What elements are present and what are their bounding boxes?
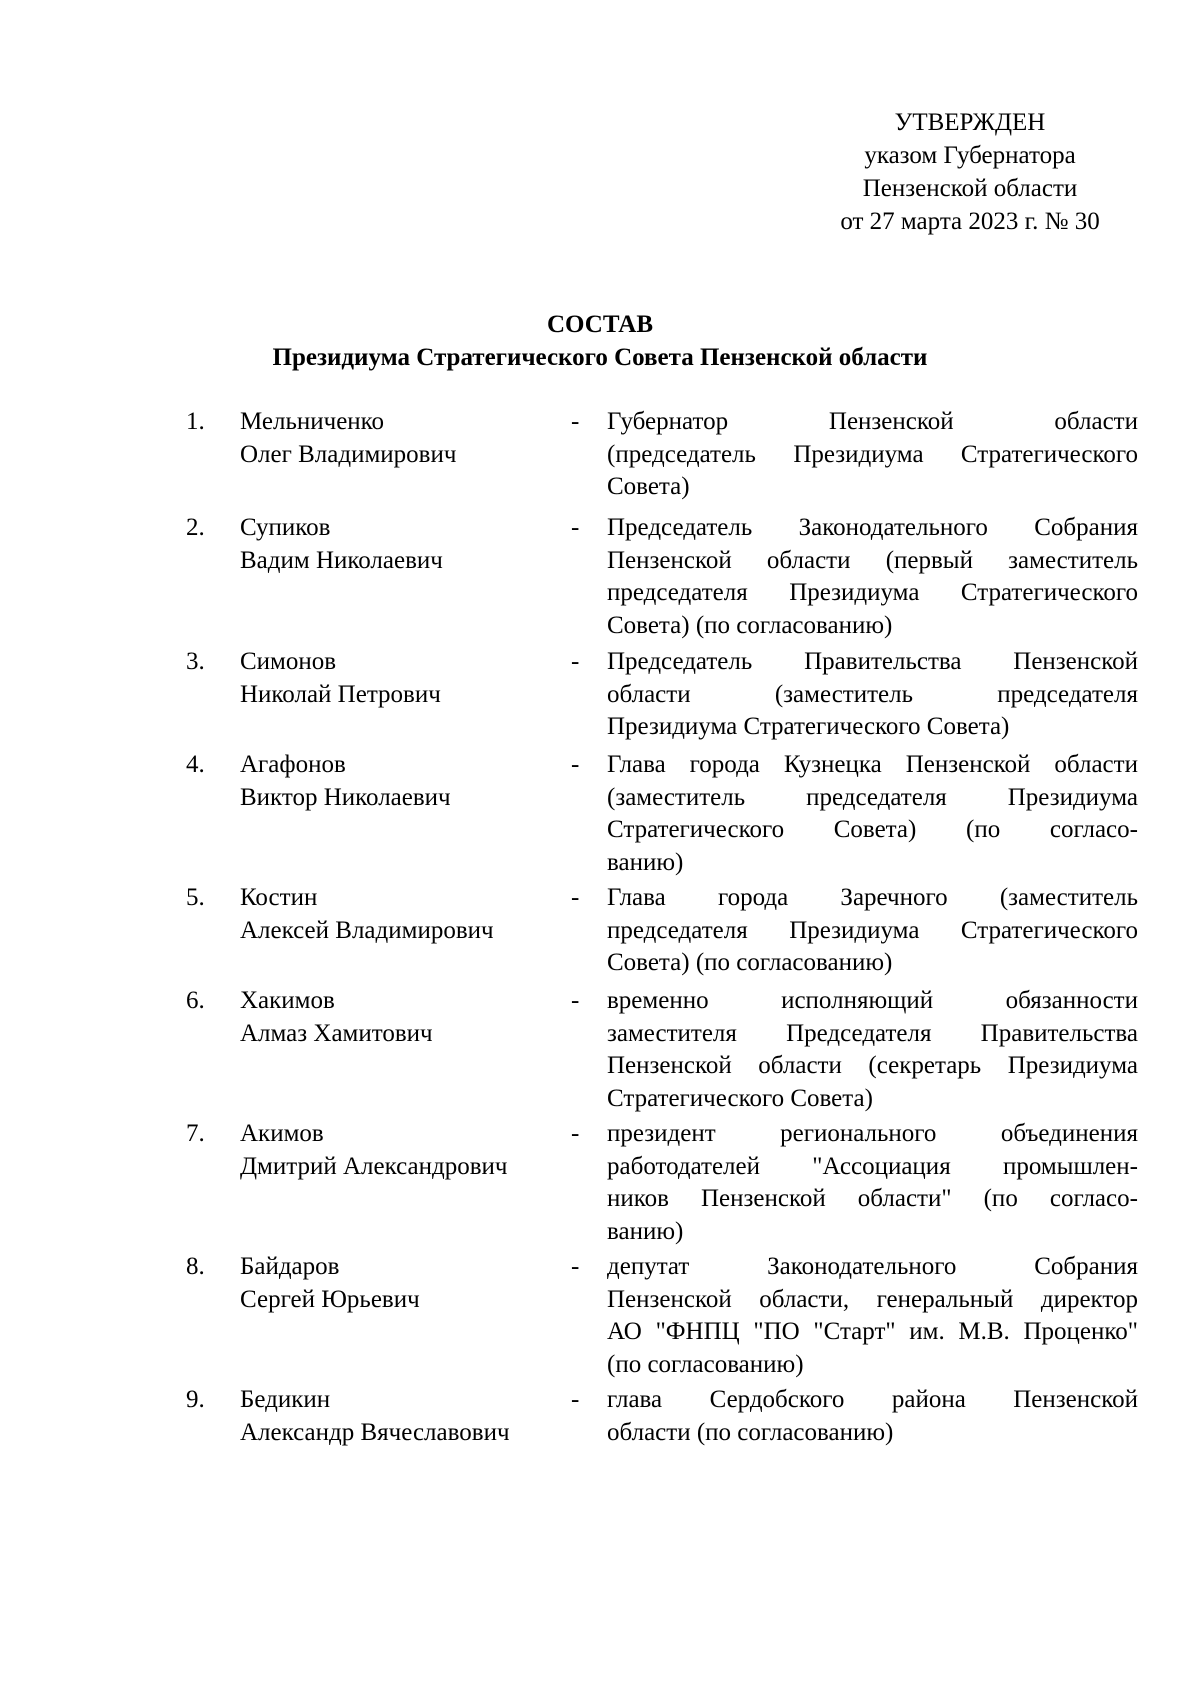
position-line: Председатель Правительства Пензенской	[607, 648, 1138, 675]
position-line: (заместитель председателя Президиума	[607, 783, 1138, 811]
member-dash: -	[571, 1386, 580, 1413]
approval-stamp	[810, 106, 1130, 238]
member-surname: Супиков	[240, 514, 331, 541]
position-line: Стратегического Совета)	[607, 1084, 873, 1112]
position-line: (по согласованию)	[607, 1350, 804, 1378]
member-surname: Байдаров	[240, 1253, 340, 1280]
member-surname: Мельниченко	[240, 408, 385, 435]
member-number: 8.	[186, 1253, 205, 1280]
position-line: президент регионального объединения	[607, 1120, 1138, 1147]
member-name	[240, 1384, 560, 1449]
member-given-names: Дмитрий Александрович	[240, 1152, 508, 1180]
member-surname: Костин	[240, 884, 318, 911]
member-given-names: Александр Вячеславович	[240, 1418, 510, 1446]
member-number: 3.	[186, 648, 205, 675]
position-line: области (по согласованию)	[607, 1418, 894, 1446]
member-position	[607, 882, 1138, 980]
member-position	[607, 1251, 1138, 1381]
member-number: 2.	[186, 514, 205, 541]
position-line: Председатель Законодательного Собрания	[607, 514, 1138, 541]
position-line: Глава города Заречного (заместитель	[607, 884, 1138, 911]
member-position	[607, 1118, 1138, 1248]
member-position	[607, 1384, 1138, 1449]
member-name	[240, 1251, 560, 1316]
member-position	[607, 406, 1138, 504]
approval-line-decree: указом Губернатора	[864, 142, 1076, 169]
member-dash: -	[571, 648, 580, 675]
approval-line-date: от 27 марта 2023 г. № 30	[840, 208, 1100, 235]
position-line: заместителя Председателя Правительства	[607, 1019, 1138, 1047]
member-name	[240, 646, 560, 711]
member-dash: -	[571, 1120, 580, 1147]
position-line: Совета) (по согласованию)	[607, 611, 893, 639]
member-dash: -	[571, 1253, 580, 1280]
position-line: Президиума Стратегического Совета)	[607, 713, 1010, 740]
member-number: 9.	[186, 1386, 205, 1413]
member-name	[240, 406, 560, 471]
member-dash: -	[571, 751, 580, 778]
document-title	[0, 308, 1200, 374]
member-number: 6.	[186, 987, 205, 1014]
member-number: 1.	[186, 408, 205, 435]
position-line: ников Пензенской области" (по согласо-	[607, 1185, 1138, 1212]
approval-line-region: Пензенской области	[862, 175, 1078, 202]
member-dash: -	[571, 514, 580, 541]
position-line: (председатель Президиума Стратегического	[607, 440, 1138, 468]
position-line: Совета) (по согласованию)	[607, 949, 893, 976]
position-line: АО "ФНПЦ "ПО "Старт" им. М.В. Проценко"	[607, 1318, 1138, 1345]
position-line: Глава города Кузнецка Пензенской области	[607, 751, 1138, 778]
member-number: 5.	[186, 884, 205, 911]
member-name	[240, 882, 560, 947]
member-position	[607, 512, 1138, 642]
member-name	[240, 749, 560, 814]
member-number: 7.	[186, 1120, 205, 1147]
member-name	[240, 1118, 560, 1183]
position-line: работодателей "Ассоциация промышлен-	[607, 1152, 1138, 1180]
member-given-names: Олег Владимирович	[240, 440, 457, 468]
position-line: Пензенской области, генеральный директор	[607, 1285, 1138, 1313]
member-surname: Хакимов	[240, 987, 335, 1014]
member-dash: -	[571, 408, 580, 435]
member-surname: Акимов	[240, 1120, 324, 1147]
member-given-names: Николай Петрович	[240, 680, 441, 708]
member-name	[240, 512, 560, 577]
position-line: Совета)	[607, 473, 690, 500]
member-given-names: Сергей Юрьевич	[240, 1285, 420, 1313]
position-line: председателя Президиума Стратегического	[607, 916, 1138, 944]
member-surname: Симонов	[240, 648, 337, 675]
member-surname: Агафонов	[240, 751, 346, 778]
title-subheading: Президиума Стратегического Совета Пензенской области	[272, 344, 928, 371]
position-line: депутат Законодательного Собрания	[607, 1253, 1138, 1280]
position-line: Губернатор Пензенской области	[607, 408, 1138, 435]
title-heading: СОСТАВ	[546, 311, 654, 338]
position-line: председателя Президиума Стратегического	[607, 579, 1138, 606]
approval-line-approved: УТВЕРЖДЕН	[894, 109, 1046, 136]
position-line: временно исполняющий обязанности	[607, 987, 1138, 1014]
position-line: Пензенской области (секретарь Президиума	[607, 1052, 1138, 1079]
position-line: ванию)	[607, 848, 684, 876]
position-line: Стратегического Совета) (по согласо-	[607, 816, 1138, 843]
member-given-names: Виктор Николаевич	[240, 783, 451, 811]
member-number: 4.	[186, 751, 205, 778]
member-name	[240, 985, 560, 1050]
member-surname: Бедикин	[240, 1386, 331, 1413]
member-given-names: Вадим Николаевич	[240, 546, 443, 574]
member-given-names: Алексей Владимирович	[240, 916, 494, 944]
member-dash: -	[571, 884, 580, 911]
position-line: области (заместитель председателя	[607, 680, 1138, 708]
member-position	[607, 985, 1138, 1115]
position-line: ванию)	[607, 1217, 684, 1245]
member-position	[607, 646, 1138, 744]
position-line: глава Сердобского района Пензенской	[607, 1386, 1138, 1413]
position-line: Пензенской области (первый заместитель	[607, 546, 1138, 574]
member-position	[607, 749, 1138, 879]
member-dash: -	[571, 987, 580, 1014]
member-given-names: Алмаз Хамитович	[240, 1019, 433, 1047]
